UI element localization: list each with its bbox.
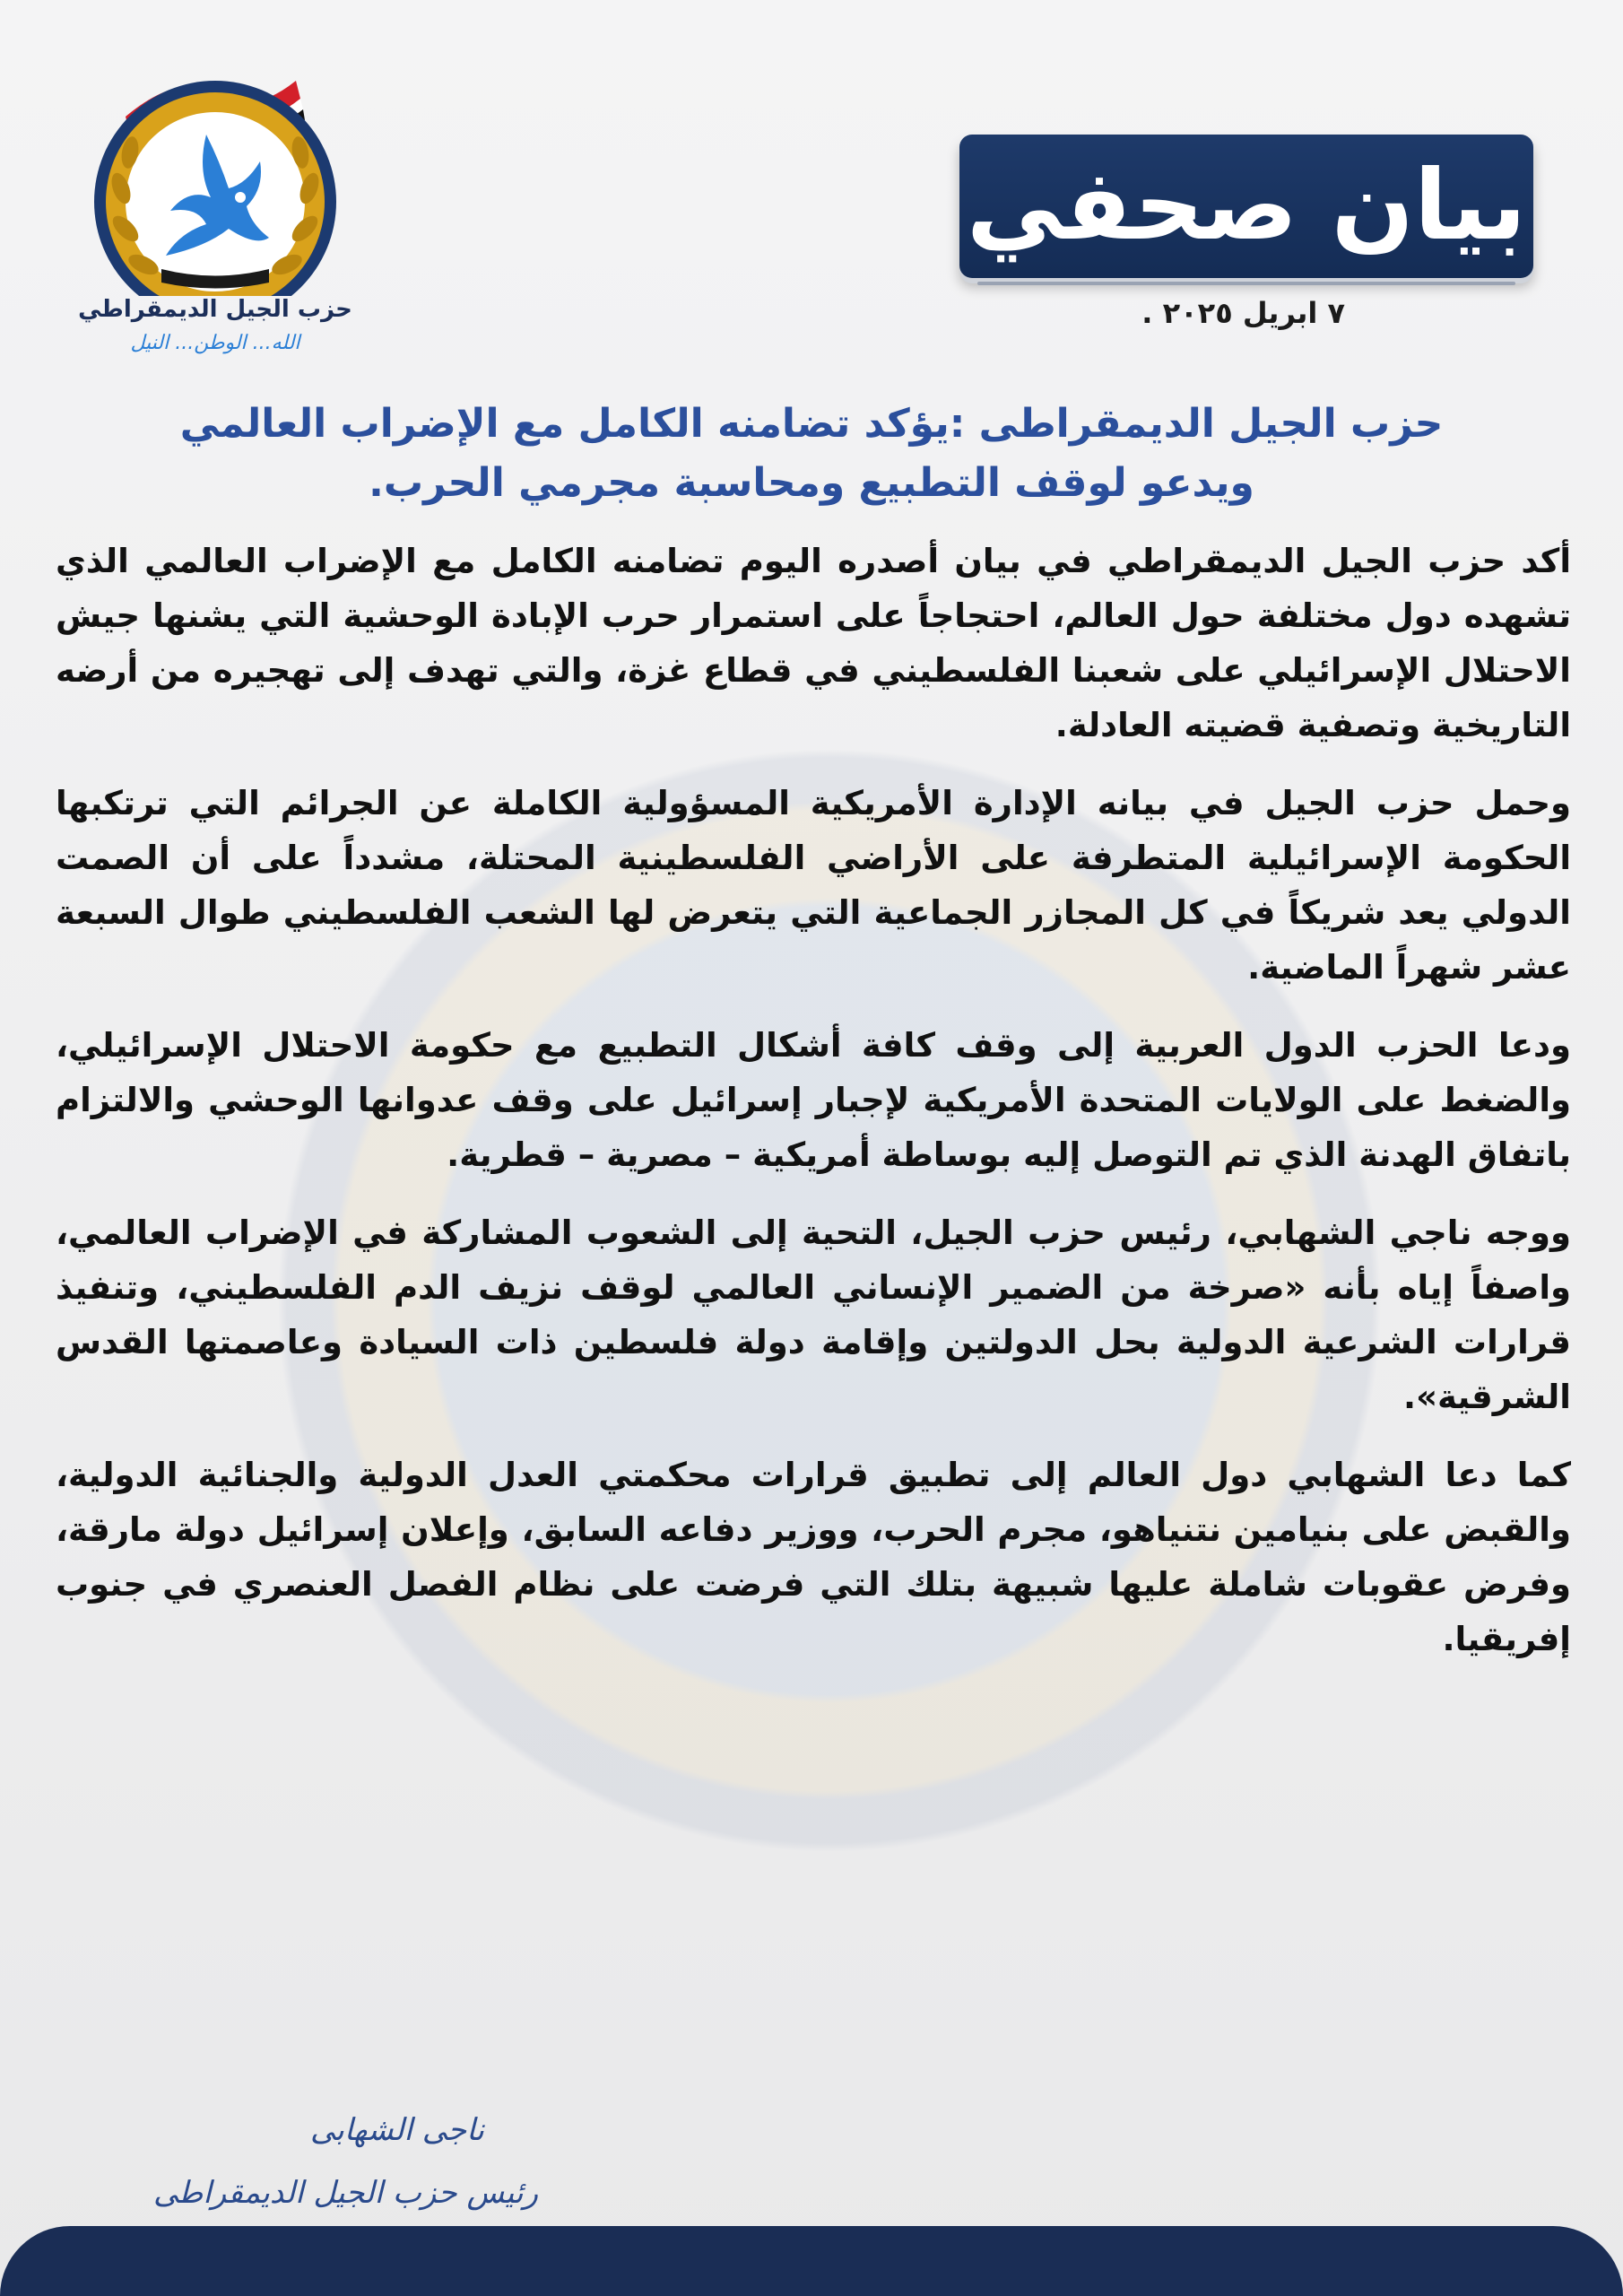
headline-line-2: ويدعو لوقف التطبيع ومحاسبة مجرمي الحرب.: [369, 460, 1254, 506]
signature-title: رئيس حزب الجيل الديمقراطى: [152, 2175, 538, 2211]
statement-date: ٧ ابريل ٢٠٢٥ .: [1141, 296, 1345, 330]
signature-name: ناجى الشهابى: [310, 2112, 484, 2148]
statement-body: [56, 534, 1571, 1690]
body-paragraph: ودعا الحزب الدول العربية إلى وقف كافة أشكال التطبيع مع حكومة الاحتلال الإسرائيلي، والضغط على الولايات المتحدة الأمريكية لإجبار إسرائيل على وقف عدوانها الوحشي والالتزام باتفاق الهدنة الذي تم التوصل إليه بوساطة أمريكية – مصرية – قطرية.: [56, 1026, 1571, 1174]
body-paragraph: أكد حزب الجيل الديمقراطي في بيان أصدره اليوم تضامنه الكامل مع الإضراب العالمي الذي تشهده دول مختلفة حول العالم، احتجاجاً على استمرار حرب الإبادة الوحشية التي يشنها جيش الاحتلال الإسرائيلي على شعبنا الفلسطيني في قطاع غزة، والتي تهدف إلى تهجيره من أرضه التاريخية وتصفية قضيته العادلة.: [56, 542, 1571, 744]
party-emblem-icon: [72, 54, 359, 296]
headline: [81, 395, 1542, 513]
logo-party-name: حزب الجيل الديمقراطي: [78, 296, 352, 323]
body-paragraph: كما دعا الشهابي دول العالم إلى تطبيق قرارات محكمتي العدل الدولية والجنائية الدولية، والقبض على بنيامين نتنياهو، مجرم الحرب، ووزير دفاعه السابق، وإعلان إسرائيل دولة مارقة، وفرض عقوبات شاملة عليها شبيهة بتلك التي فرضت على نظام الفصل العنصري في جنوب إفريقيا.: [56, 1456, 1571, 1658]
body-paragraph: وحمل حزب الجيل في بيانه الإدارة الأمريكية المسؤولية الكاملة عن الجرائم التي ترتكبها الحكومة الإسرائيلية المتطرفة على الأراضي الفلسطينية المحتلة، مشدداً على أن الصمت الدولي يعد شريكاً في كل المجازر الجماعية التي يتعرض لها الشعب الفلسطيني طوال السبعة عشر شهراً الماضية.: [56, 784, 1571, 987]
footer-bar: [0, 2226, 1623, 2296]
title-underline: [977, 282, 1515, 285]
party-logo: [72, 54, 359, 377]
logo-slogan: الله... الوطن... النيل: [130, 332, 300, 354]
body-paragraph: ووجه ناجي الشهابي، رئيس حزب الجيل، التحية إلى الشعوب المشاركة في الإضراب العالمي، واصفاً إياه بأنه «صرخة من الضمير الإنساني العالمي لوقف نزيف الدم الفلسطيني، وتنفيذ قرارات الشرعية الدولية بحل الدولتين وإقامة دولة فلسطين ذات السيادة وعاصمتها القدس الشرقية».: [56, 1213, 1571, 1416]
title-banner: [959, 135, 1533, 278]
page-title: بيان صحفي: [966, 150, 1527, 262]
signature-block: [108, 2099, 538, 2224]
headline-line-1: حزب الجيل الديمقراطى :يؤكد تضامنه الكامل مع الإضراب العالمي: [179, 401, 1444, 447]
